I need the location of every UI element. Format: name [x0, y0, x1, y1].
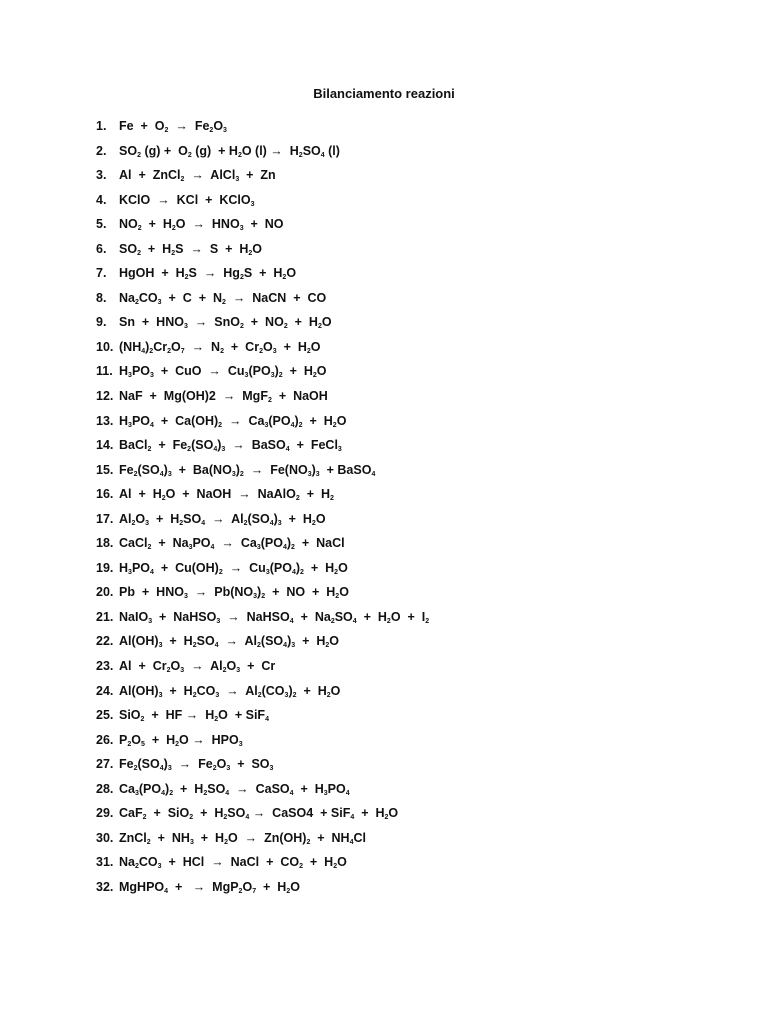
reaction-item [96, 139, 736, 164]
reaction-equation: $H_3PO_4 + Cu(OH)_2 \to Cu_3(PO_4)_2 + H_2O$ [119, 560, 348, 576]
reaction-equation: NaIO$_3$ + NaHSO$_3$ → NaHSO$_4$ + $Na_2SO_4 + H_2O + I_2$ [119, 609, 430, 625]
reaction-number: 29. [96, 806, 114, 821]
reaction-item [96, 433, 736, 458]
reaction-item [96, 286, 736, 311]
reaction-number: 14. [96, 438, 114, 453]
reaction-equation: $Fe_2(SO_4)_3 \to Fe_2O_3 + SO_3$ [119, 757, 274, 773]
reaction-equation: $Ca_3(PO_4)_2 + H_2SO_4$ → CaSO$_4$ + $H_3PO_4$ [119, 781, 350, 797]
reaction-number: 17. [96, 511, 114, 526]
reaction-number: 24. [96, 683, 114, 698]
reaction-number: 1. [96, 119, 107, 133]
reaction-item [96, 654, 736, 679]
reaction-equation: CaCl$_2$ + $Na_3PO_4 \to Ca_3(PO_4)_2$ + NaCl [119, 536, 345, 552]
reaction-item [96, 261, 736, 286]
reaction-number: 3. [96, 168, 107, 183]
reaction-item [96, 580, 736, 605]
reaction-equation: $NO_2 + H_2O \to HNO_3$ + NO [119, 217, 284, 233]
reaction-equation: $Al + H_2O$ + NaOH → NaAlO$_2$ + $H_2$ [119, 487, 334, 503]
reaction-number: 32. [96, 879, 114, 894]
reaction-number: 6. [96, 241, 107, 256]
reaction-equation: $Al_2O_3 + H_2SO_4 \to Al_2(SO_4)_3 + H_2O$ [119, 511, 326, 527]
reaction-equation: $Fe_2(SO_4)_3 + Ba(NO_3)_2 \to Fe(NO_3)_3$ + BaSO$_4$ [119, 462, 376, 478]
reaction-item [96, 531, 736, 556]
reaction-equation: $Al(OH)_3 + H_2CO_3 \to Al_2(CO_3)_2 + H_2O$ [119, 683, 341, 699]
reaction-item [96, 556, 736, 581]
reaction-item [96, 212, 736, 237]
reaction-item [96, 163, 736, 188]
reaction-equation: $SO_2 + H_2S \to S + H_2O$ [119, 241, 263, 257]
reaction-equation: NaF + Mg(OH)2 → MgF$_2$ + NaOH [119, 389, 328, 405]
reaction-item [96, 237, 736, 262]
reaction-number: 18. [96, 536, 114, 551]
reaction-item [96, 188, 736, 213]
reaction-item [96, 875, 736, 900]
reaction-item [96, 777, 736, 802]
reaction-number: 9. [96, 315, 107, 330]
reaction-equation: $H_3PO_3$ + CuO → $Cu_3(PO_3)_2 + H_2O$ [119, 364, 327, 380]
reaction-number: 10. [96, 339, 114, 354]
reaction-number: 8. [96, 290, 107, 305]
reaction-number: 28. [96, 781, 114, 796]
reaction-equation: $Na_2CO_3$ + HCl → NaCl + $CO_2 + H_2O$ [119, 855, 347, 871]
reaction-number: 21. [96, 609, 114, 624]
reaction-number: 31. [96, 855, 114, 870]
reaction-number: 26. [96, 732, 114, 747]
reaction-equation: BaCl$_2$ + $Fe_2(SO_4)_3$ → BaSO$_4$ + FeCl$_3$ [119, 438, 342, 454]
reaction-number: 7. [96, 266, 107, 281]
reaction-item [96, 458, 736, 483]
reaction-number: 23. [96, 659, 114, 674]
reaction-equation: $Sn + HNO_3 \to SnO_2 + NO_2 + H_2O$ [119, 315, 332, 331]
reaction-item [96, 114, 736, 139]
reaction-number: 12. [96, 389, 114, 404]
reaction-equation: KClO → KCl + KClO$_3$ [119, 192, 255, 208]
reaction-number: 22. [96, 634, 114, 649]
reaction-number: 27. [96, 757, 114, 772]
reaction-equation: $Pb + HNO_3 \to Pb(NO_3)_2$ + NO + $H_2O$ [119, 585, 349, 601]
reaction-item [96, 335, 736, 360]
reaction-number: 4. [96, 192, 107, 207]
reaction-item [96, 801, 736, 826]
reaction-equation: $Na_2CO_3 + C + N_2$ → NaCN + CO [119, 290, 327, 306]
reaction-number: 25. [96, 708, 114, 723]
reaction-item [96, 409, 736, 434]
reaction-item [96, 826, 736, 851]
reaction-equation: $Al(OH)_3 + H_2SO_4 \to Al_2(SO_4)_3 + H_2O$ [119, 634, 339, 650]
reaction-equation: $SO_2$ $(g) + O_2$ $(g) + H_2O$ $(l) \to H_2SO_4$ (l) [119, 143, 340, 159]
reaction-item [96, 384, 736, 409]
reaction-item [96, 629, 736, 654]
reaction-equation: $CaF_2 + SiO_2 + H_2SO_4$ → CaSO4 + $SiF_4 + H_2O$ [119, 806, 399, 822]
reaction-item [96, 752, 736, 777]
reaction-equation: SiO$_2$ + HF → $H_2O + SiF_4$ [119, 708, 269, 724]
reaction-equation: MgHPO$_4$ + → $MgP_2O_7 + H_2O$ [119, 879, 300, 895]
reaction-list [96, 114, 736, 900]
reaction-number: 19. [96, 560, 114, 575]
reaction-equation: HgOH + $H_2S \to Hg_2S + H_2O$ [119, 266, 297, 282]
reaction-item [96, 850, 736, 875]
reaction-number: 5. [96, 217, 107, 232]
reaction-item [96, 605, 736, 630]
document-title: Bilanciamento reazioni [313, 86, 455, 101]
reaction-number: 15. [96, 462, 114, 477]
reaction-item [96, 359, 736, 384]
reaction-number: 30. [96, 830, 114, 845]
reaction-number: 11. [96, 364, 113, 379]
reaction-equation: $Fe + O_2 \to Fe_2O_3$ [119, 119, 227, 134]
reaction-equation: $H_3PO_4 + Ca(OH)_2 \to Ca_3(PO_4)_2 + H_2O$ [119, 413, 347, 429]
reaction-equation: Al + ZnCl$_2$ → AlCl$_3$ + Zn [119, 168, 276, 184]
reaction-item [96, 507, 736, 532]
reaction-number: 2. [96, 143, 107, 158]
reaction-equation: $Al + Cr_2O_3 \to Al_2O_3 + Cr$ [119, 659, 276, 675]
reaction-number: 13. [96, 413, 114, 428]
reaction-item [96, 728, 736, 753]
reaction-number: 16. [96, 487, 114, 502]
reaction-equation: $(NH_4)_2Cr_2O_7 \to N_2 + Cr_2O_3 + H_2O$ [119, 339, 321, 355]
reaction-item [96, 310, 736, 335]
reaction-number: 20. [96, 585, 114, 600]
reaction-equation: $P_2O_5 + H_2O \to HPO_3$ [119, 732, 243, 748]
reaction-item [96, 679, 736, 704]
reaction-equation: ZnCl$_2$ + $NH_3 + H_2O \to Zn(OH)_2 + NH_4Cl$ [119, 830, 366, 846]
reaction-item [96, 482, 736, 507]
reaction-item [96, 703, 736, 728]
